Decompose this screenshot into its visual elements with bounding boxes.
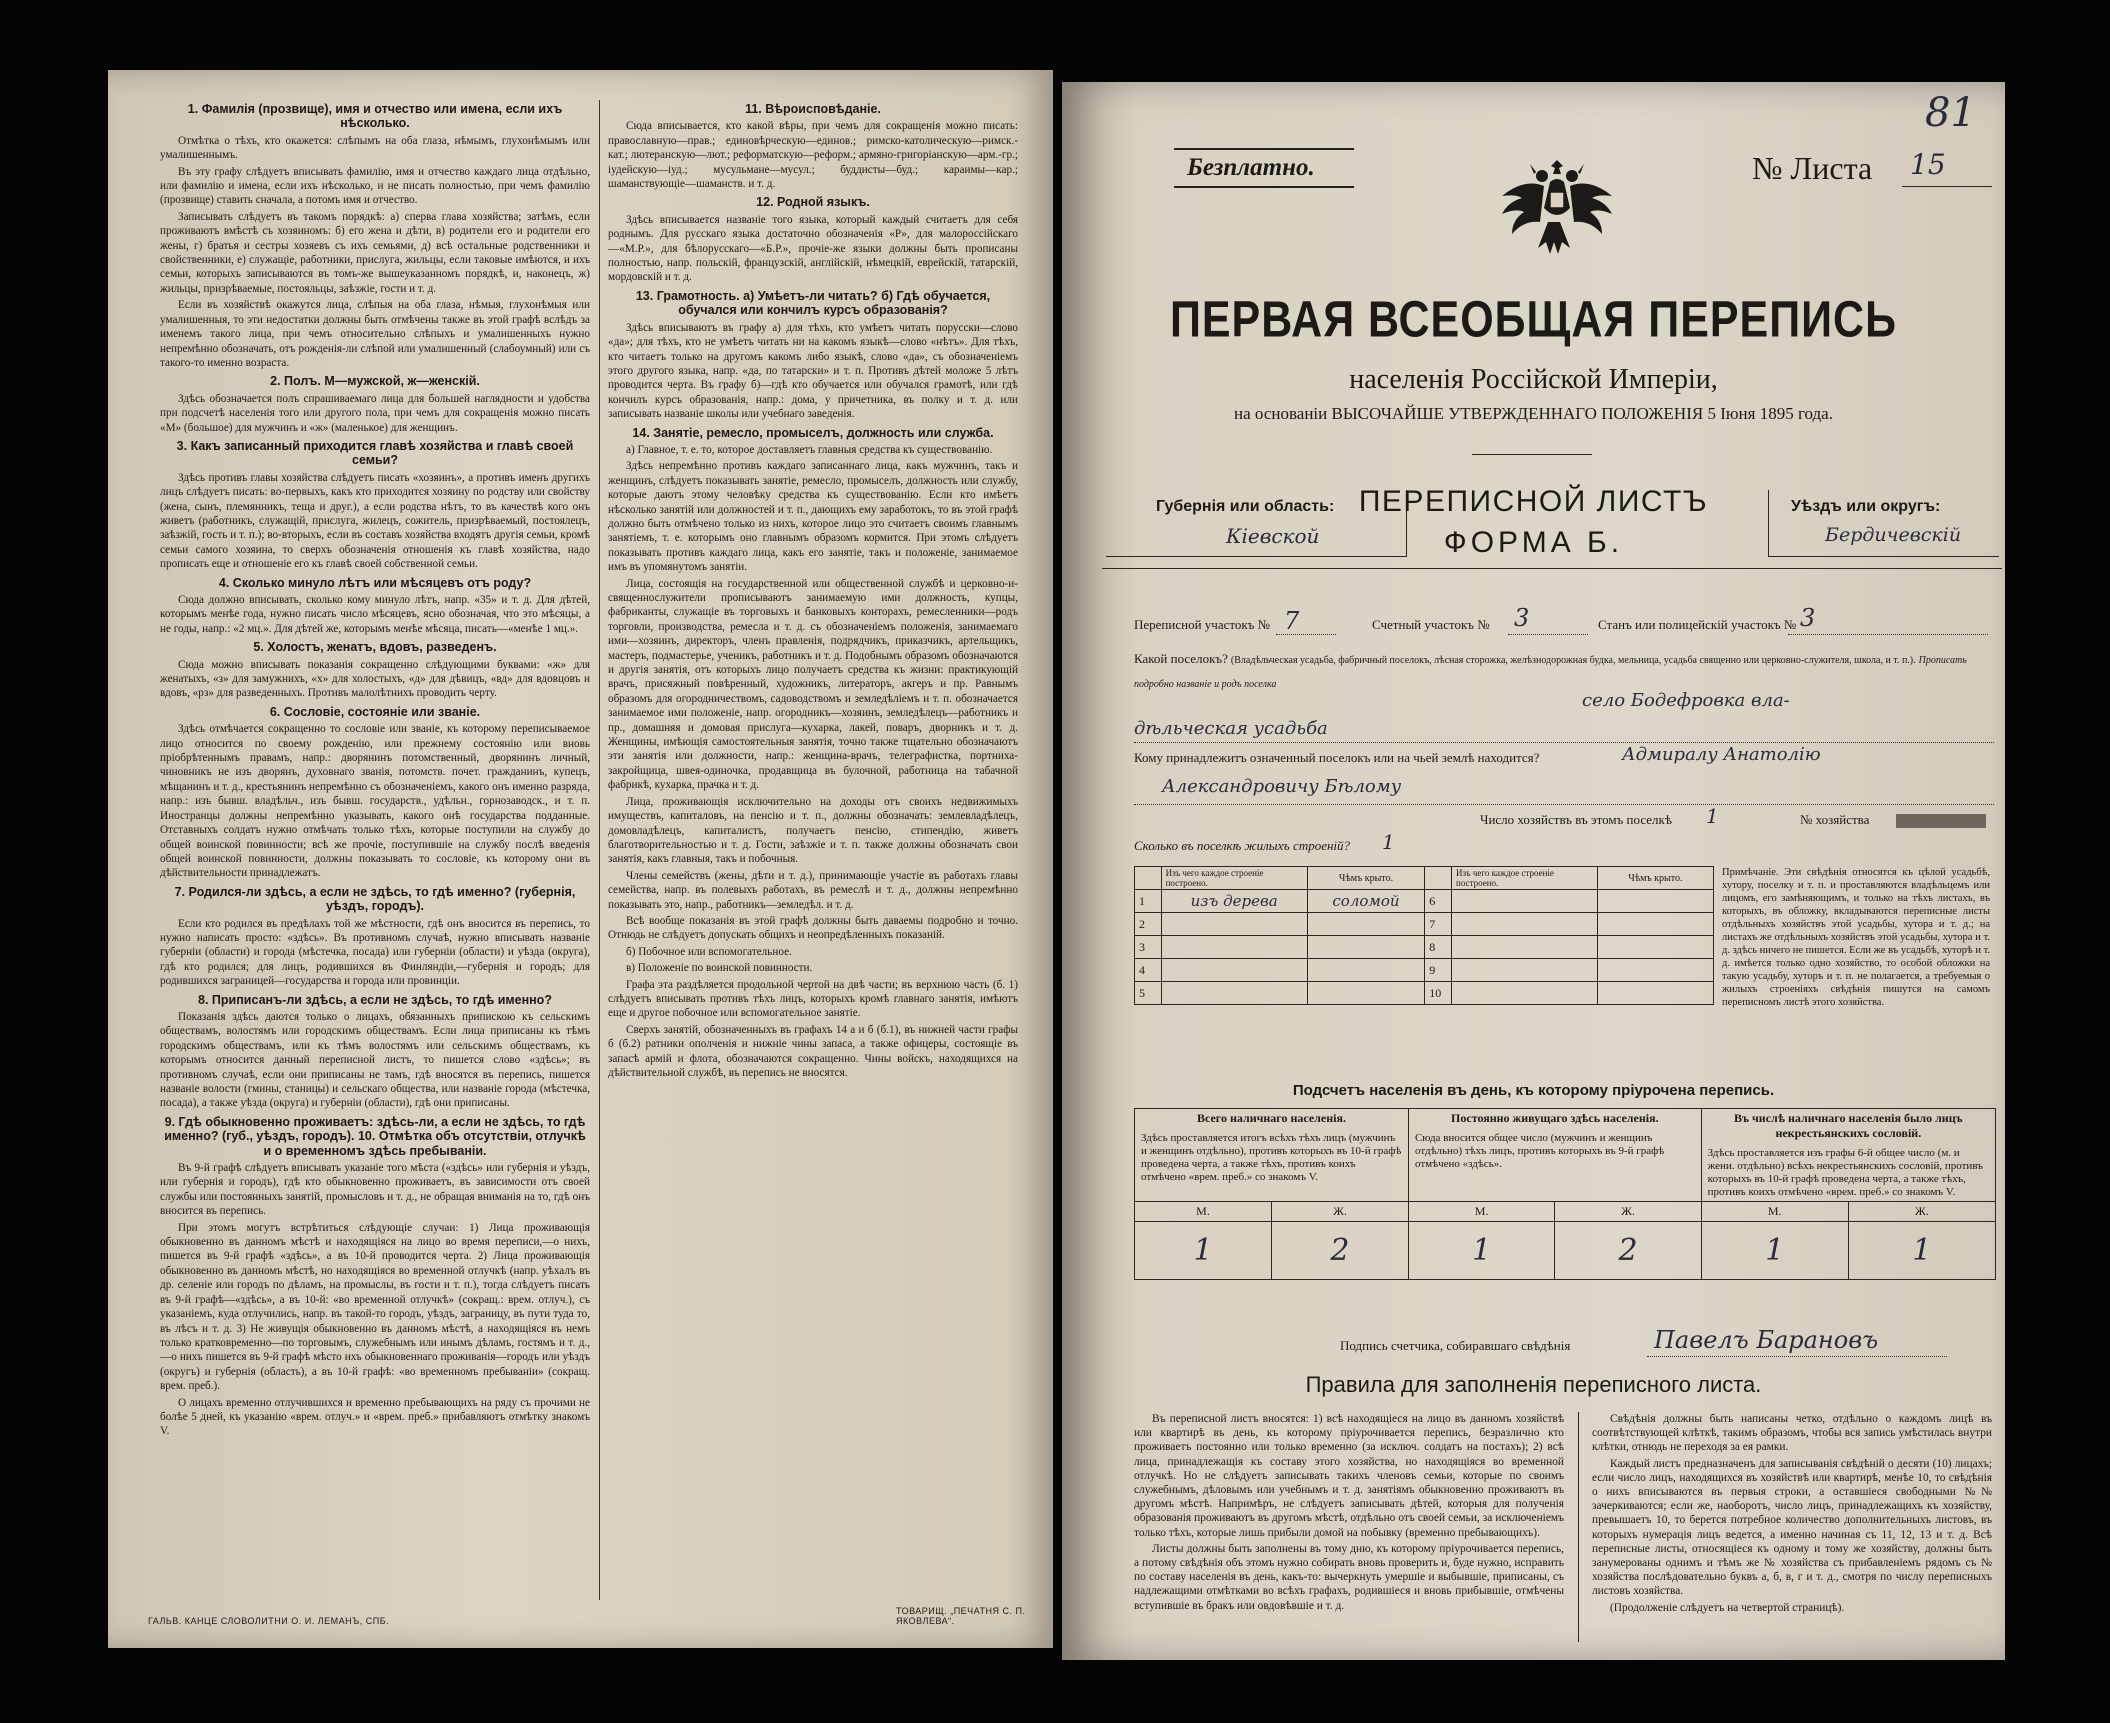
instruction-paragraph: Лица, проживающія исключительно на доходы отъ своихъ недвижимыхъ имуществъ, капиталовъ, на пенсію и т. п., должны обозначать: землевладѣлецъ, домовладѣлецъ, капиталистъ, получаетъ пенсію, стипендію, живетъ благотворительностью и т. д. Гости, заѣзжіе и т. п. также должны обозначать свои занятія, какъ главныя, такъ и побочныя.: [608, 795, 1018, 866]
instruction-paragraph: Показанія здѣсь даются только о лицахъ, обязанныхъ припискою къ сельскимъ обществамъ, волостямъ или городскимъ обществамъ. Если лица приписаны къ тѣмъ городскимъ обществамъ, или къ тѣмъ волостямъ или сельскимъ обществамъ, къ которымъ относится данный переписной листъ, то пишется слово «здѣсь»; въ противномъ случаѣ, если они приписаны не тамъ, гдѣ вносятся въ перепись, пишется названіе волости (гмины, станицы) и сельскаго общества, или названіе города (мѣстечка, посада), а также уѣзда (округа) и губерніи (области), гдѣ они приписаны.: [160, 1010, 590, 1110]
non-peasant-desc: Здѣсь проставляется изъ графы 6-й общее число (м. и жени. отдѣльно) всѣхъ некрестьянскихъ сословій, противъ которыхъ въ 10-й графѣ проведена черта, а также тѣхъ, противъ коихъ отмѣчено «врем. преб.» со знакомъ V.: [1707, 1147, 1983, 1198]
rules-column-right: [1592, 1412, 1992, 1652]
printer-footer-right: ТОВАРИЩ. „ПЕЧАТНЯ С. П. ЯКОВЛЕВА“.: [896, 1606, 1026, 1626]
instruction-heading: 1. Фамилія (прозвище), имя и отчество или имена, если ихъ нѣсколько.: [187, 102, 563, 131]
corner-number: 81: [1925, 90, 1976, 136]
census-title: ПЕРВАЯ ВСЕОБЩАЯ ПЕРЕПИСЬ: [1169, 291, 1898, 349]
non-peasant-title: Въ числѣ наличнаго населенія было лицъ некрестьянскихъ сословій.: [1734, 1111, 1963, 1140]
settlement-value-2: дѣльческая усадьба: [1134, 718, 1328, 739]
built-of-cell: [1161, 982, 1307, 1005]
built-of-cell: [1452, 982, 1598, 1005]
buildings-note: Примѣчаніе. Эти свѣдѣнія относятся къ цѣлой усадьбѣ, хутору, поселку и т. п. и проставляются владѣльцемъ или лицомъ, его замѣняющимъ, и только на тѣхъ листахъ, въ которыхъ, въ обложку, вкладываются переписные листы отдѣльныхъ хозяйствъ этой усадьбы, хутора и т. д.; на листахъ же отдѣльныхъ хозяйствъ этой усадьбы, хутора и т. д. здѣсь ничего не пишется. Если же въ усадьбѣ, хуторѣ и т. д. имѣется только одно хозяйство, то особой обложки на такую усадьбу, хуторъ и т. п. не полагается, а требуемыя о жилыхъ строеніяхъ свѣдѣнія пишутся на самомъ переписномъ листѣ этого хозяйства.: [1722, 867, 1990, 1008]
built-of-cell: [1161, 913, 1307, 936]
instruction-heading: 9. Гдѣ обыкновенно проживаетъ: здѣсь-ли, а если не здѣсь, то гдѣ именно? (губ., уѣздъ, городъ). 10. Отмѣтка объ отсутствіи, отлучкѣ и о временномъ здѣсь пребываніи.: [164, 1114, 586, 1158]
printer-footer-left: ГАЛЬВ. КАНЦЕ СЛОВОЛИТНИ О. И. ЛЕМАНЪ, СПБ.: [148, 1616, 390, 1626]
instruction-heading: 4. Сколько минуло лѣтъ или мѣсяцевъ отъ роду?: [218, 575, 532, 590]
instructions-column-a: [160, 98, 590, 1578]
count-total-male: 1: [1135, 1222, 1272, 1280]
instruction-paragraph: Здѣсь противъ главы хозяйства слѣдуетъ писать «хозяинъ», а противъ именъ другихъ лицъ слѣдуетъ писать: во-первыхъ, какъ кто приходится хозяину по родству или свойству (жена, сынъ, племянникъ, теща и друг.), а если родства нѣтъ, то въ качествѣ кого онъ живетъ (работникъ, служащій, прислуга, жилецъ, сожитель, призрѣваемый, постоялецъ, заѣзжій, гость и т. п.); во-вторыхъ, если въ составъ хозяйства входятъ другія семьи, кромѣ семьи самого хозяина, то сверхъ обозначенія отношенія къ главѣ хозяйства, надо прописать еще и отношеніе его къ главѣ своей собственной семьи.: [160, 471, 590, 571]
double-headed-eagle-icon: [1492, 142, 1622, 272]
built-of-cell: [1161, 959, 1307, 982]
total-population-cell: [1135, 1109, 1409, 1202]
roof-cell: [1307, 936, 1425, 959]
households-value: 1: [1706, 804, 1719, 828]
row-number: 10: [1425, 982, 1452, 1005]
settlement-question: Какой поселокъ?: [1134, 651, 1228, 666]
male-header: М.: [1135, 1202, 1272, 1222]
roof-cell: [1597, 913, 1713, 936]
count-non-peasant-male: 1: [1701, 1222, 1848, 1280]
buildings-value: 1: [1382, 830, 1395, 854]
instruction-paragraph: Сюда должно вписывать, сколько кому минуло лѣтъ, напр. «35» и т. д. Для дѣтей, которымъ менѣе года, нужно писать число мѣсяцевъ, ясно обозначая, что это мѣсяцы, а не годы, напр.: «2 мц.». Для дѣтей же, которымъ менѣе мѣсяца, писать—«менѣе 1 мц.».: [160, 594, 590, 635]
rules-paragraph: Въ переписной листъ вносятся: 1) всѣ находящіеся на лицо въ данномъ хозяйствѣ или квартирѣ въ день, къ которому пріурочивается перепись, безразлично кто проживаетъ постоянно или только временно (за исключ. солдатъ на постахъ); 2) всѣ лица, принадлежащія къ составу этого хозяйства, но находящіяся во временной отлучкѣ. Но не слѣдуетъ записывать такихъ членовъ семьи, которые по своимъ служебнымъ, дѣловымъ или учебнымъ и т. д. занятіямъ обыкновенно проживаютъ въ другомъ мѣстѣ. Напримѣръ, не слѣдуетъ записывать дѣтей, которыя для полученія образованія проживаютъ въ другомъ мѣстѣ, отдѣльно отъ своей семьи, за исключеніемъ только тѣхъ, которые лишь прибыли домой на побывку (временно пребывающихъ).: [1134, 1413, 1564, 1539]
instruction-paragraph: Члены семействъ (жены, дѣти и т. д.), принимающіе участіе въ работахъ главы семейства, напр. въ полевыхъ работахъ, въ ремеслѣ и т. д., должны непремѣнно показывать это, напр., работникъ—земледѣл. и т. д.: [608, 869, 1018, 911]
dotted-line: [1134, 742, 1994, 743]
dotted-line: [1647, 1356, 1947, 1357]
owner-question: Кому принадлежитъ означенный поселокъ или на чьей землѣ находится?: [1134, 750, 1540, 765]
settlement-block: [1134, 648, 1994, 696]
census-district-value: 7: [1284, 607, 1300, 635]
table-row: [1135, 959, 1714, 982]
instruction-heading: 6. Сословіе, состояніе или званіе.: [269, 704, 481, 719]
table-row: [1135, 936, 1714, 959]
title-divider: [1472, 454, 1592, 455]
instruction-paragraph: При этомъ могутъ встрѣтиться слѣдующіе случаи: 1) Лица проживающія обыкновенно въ данномъ мѣстѣ и находящіяся на лицо во время переписи,—о нихъ, пишется въ 9-й графѣ «здѣсь», а въ 10-й проводится черта. 2) Лица проживающія обыкновенно въ данномъ мѣстѣ, но находящіяся во временной отлучкѣ (напр. уѣхалъ въ др. селеніе или городъ по дѣламъ, на промыслы, въ гости и т. п.), тогда слѣдуетъ писать въ 9-й графѣ—«здѣсь», а въ 10-й: «во временной отлучкѣ» (сокращ.: врем. отлуч.), съ указаніемъ, куда отлучились, напр. въ такой-то городъ, уѣздъ, заграницу, въ пути туда то, въ лѣсъ и т. д. 3) Не живущія обыкновенно въ данномъ мѣстѣ, а находящіяся въ немъ только кратковременно—по торговымъ, служебнымъ или инымъ дѣламъ, гостямъ и т. д.,—о нихъ пишется въ 9-й графѣ мѣсто ихъ обыкновеннаго проживанія—городъ или уѣздъ (округъ) и губернія (область), а въ 10-й графѣ: «во временномъ пребываніи» (сокращ. врем. преб.).: [160, 1221, 590, 1393]
resident-population-desc: Сюда вносится общее число (мужчинъ и женщинъ отдѣльно) тѣхъ лицъ, противъ которыхъ въ 9-й графѣ отмѣчено «здѣсь».: [1414, 1132, 1665, 1170]
table-row: [1135, 890, 1714, 913]
table-row: [1135, 913, 1714, 936]
district-box: [1768, 490, 1999, 557]
buildings-label: Сколько въ поселкѣ жилыхъ строеній?: [1134, 838, 1351, 853]
count-total-female: 2: [1271, 1222, 1408, 1280]
male-header: М.: [1408, 1202, 1554, 1222]
instruction-paragraph: Лица, состоящія на государственной или общественной службѣ и церковно-и-священнослужители прописываютъ занимаемую ими должность, купцы, фабриканты, служащіе въ торговыхъ и банковыхъ конторахъ, ремесленники—родъ торговли, производства, ремесла и т. д. съ обозначеніемъ положенія, занимаемаго ими—хозяинъ, директоръ, членъ правленія, подрядчикъ, приказчикъ, артельщикъ, мастеръ, подмастерье, ученикъ, работникъ и т. д. Подобнымъ образомъ обозначаются и другія занятія, отъ которыхъ лицо получаетъ средства къ жизни: практикующій врачъ, присяжный повѣренный, художникъ, литераторъ, акгеръ и пр. Равнымъ образомъ для огородничествомъ, садоводствомъ и земледѣліемъ и т. п. обозначается занимаемое ими положеніе, напр. огородникъ—хозяинъ, земледѣлецъ—работникъ и пр., домашняя и домовая прислуга—кухарка, лакей, поваръ, дворникъ и т. д. Женщины, имѣющія самостоятельныя занятія, точно также тщательно обозначаютъ эти занятія или должности, напр.: женщина-врачъ, телеграфистка, портниха-закройщица, швея-одиночка, продавщица въ булочной, работница на табачной фабрикѣ, кухарка, прачка и т. д.: [608, 577, 1018, 792]
roof-cell: [1597, 936, 1713, 959]
province-value: Кіевской: [1226, 524, 1320, 548]
rules-title: Правила для заполненія переписного листа.: [1305, 1372, 1762, 1397]
instruction-paragraph: Здѣсь вписываютъ въ графу а) для тѣхъ, кто умѣетъ читать порусски—слово «да»; для тѣхъ, кто не умѣетъ читать ни на какомъ языкѣ—слово «нѣтъ». Для тѣхъ, кто читаетъ только на другомъ какомъ либо языкѣ, слово «да», съ обозначеніемъ этого другого языка, напр. «да, по татарски» и т. п. Противъ дѣтей моложе 5 лѣтъ проводится черта. Въ графу б)—гдѣ кто обучается или обучался грамотѣ, или гдѣ кончилъ курсъ образованія, напр.: дома, у причетника, въ полку и т. д. или записывать названіе школы или учебнаго заведенія.: [608, 321, 1018, 421]
female-header: Ж.: [1271, 1202, 1408, 1222]
sheet-number-label: № Листа: [1752, 150, 1873, 186]
instruction-paragraph: Въ эту графу слѣдуетъ вписывать фамилію, имя и отчество каждаго лица отдѣльно, или фамилію и имена, если ихъ нѣсколько, и не писать полностью, при чемъ фамилію (прозвище) ставить сначала, а потомъ имя и отчество.: [160, 165, 590, 207]
built-of-cell: изъ дерева: [1161, 890, 1307, 913]
row-number: 8: [1425, 936, 1452, 959]
roof-cell: [1597, 982, 1713, 1005]
resident-population-title: Постоянно живущаго здѣсь населенія.: [1451, 1111, 1659, 1125]
instruction-paragraph: Если въ хозяйствѣ окажутся лица, слѣпыя на оба глаза, нѣмыя, глухонѣмыя или умалишенныя, то эти недостатки должны быть отмѣчены также въ этой графѣ вслѣдъ за именемъ такого лица, при чемъ относительно слѣпыхъ и умалишенныхъ нужно непремѣнно обозначать, отъ рожденія-ли слѣпой или умалишенный (слабоумный) или съ такого-то именно возраста.: [160, 299, 590, 369]
instruction-heading: 11. Вѣроисповѣданіе.: [745, 102, 881, 116]
instruction-paragraph: б) Побочное или вспомогательное.: [626, 945, 792, 958]
counting-district-label: Счетный участокъ №: [1372, 617, 1490, 632]
household-no-redacted: [1896, 814, 1986, 828]
instruction-heading: 13. Грамотность. а) Умѣетъ-ли читать? б) Гдѣ обучается, обучался или кончилъ курсъ образованія?: [635, 288, 991, 318]
police-district-value: 3: [1800, 604, 1816, 632]
total-population-title: Всего наличнаго населенія.: [1197, 1111, 1346, 1125]
non-peasant-cell: [1701, 1109, 1995, 1202]
row-number: 6: [1425, 890, 1452, 913]
column-divider: [599, 100, 600, 1600]
instruction-heading: 5. Холостъ, женатъ, вдовъ, разведенъ.: [253, 640, 497, 655]
col-built-header: Изъ чего каждое строеніе построено.: [1161, 867, 1307, 890]
instruction-heading: 8. Приписанъ-ли здѣсь, а если не здѣсь, то гдѣ именно?: [198, 992, 552, 1007]
settlement-value-1: село Бодефровка вла-: [1582, 690, 1790, 711]
signature-label: Подпись счетчика, собиравшаго свѣдѣнія: [1340, 1338, 1571, 1353]
built-of-cell: [1452, 936, 1598, 959]
census-subtitle: населенія Россійской Имперіи,: [1349, 364, 1718, 395]
population-table: [1134, 1108, 1996, 1280]
instruction-paragraph: Если кто родился въ предѣлахъ той же мѣстности, гдѣ онъ вносится въ перепись, то нужно написать просто: «здѣсь». Въ противномъ случаѣ, нужно вписывать названіе губерніи (области) и города (мѣстечка, посада) или губерніи (области) и уѣзда (округа), гдѣ кто родился; для лицъ, родившихся въ Финляндіи,—губернія и городъ; для родившихся заграницей—государства и города или провинціи.: [160, 917, 590, 988]
dotted-line: [1134, 804, 1994, 805]
dotted-line: [1788, 634, 1988, 635]
row-number: 7: [1425, 913, 1452, 936]
col-roof-header: Чѣмъ крыто.: [1307, 867, 1425, 890]
free-label: Безплатно.: [1187, 154, 1315, 181]
rules-column-left: [1134, 1412, 1564, 1652]
built-of-cell: [1452, 890, 1598, 913]
header-rule: [1102, 568, 2002, 569]
district-label: Уѣздъ или округъ:: [1791, 498, 1941, 515]
buildings-table: [1134, 866, 1714, 1005]
roof-cell: [1307, 982, 1425, 1005]
counting-district-value: 3: [1514, 604, 1530, 632]
male-header: М.: [1701, 1202, 1848, 1222]
row-number: 3: [1135, 936, 1162, 959]
resident-population-cell: [1408, 1109, 1701, 1202]
district-value: Бердичевскій: [1825, 524, 1962, 546]
total-population-desc: Здѣсь проставляется итогъ всѣхъ тѣхъ лицъ (мужчинъ и женщинъ отдѣльно), противъ которыхъ въ 10-й графѣ проведена черта, а также тѣхъ, противъ коихъ отмѣчено «врем. преб.» со знакомъ V.: [1141, 1132, 1402, 1183]
col-built-header-2: Изъ чего каждое строеніе построено.: [1452, 867, 1598, 890]
instruction-paragraph: Записывать слѣдуетъ въ такомъ порядкѣ: а) сперва глава хозяйства; затѣмъ, если проживаютъ вмѣстѣ съ хозяиномъ: б) его жена и дѣти, в) родители его и родители его жены, г) братья и сестры хозяевъ съ ихъ семьями, д) всѣ остальные родственники и свойственники, е) служащіе, работники, прислуга, жильцы, если таковые имѣются, и ихъ семьи, которыхъ записываются въ томъ-же вышеуказанномъ порядкѣ, и, наконецъ, ж) жильцы, призрѣваемые, постояльцы, заѣзжіе, гости и т. д.: [160, 210, 590, 295]
instruction-paragraph: Сверхъ занятій, обозначенныхъ въ графахъ 14 а и б (б.1), въ нижней части графы б (б.2) ратники ополченія и нижніе чины запаса, а также офицеры, состоящіе въ запасѣ армій и флота, обозначаются сокращенно. Чины войскъ, находящихся на дѣйствительной службѣ, въ перепись не вносятся.: [608, 1023, 1018, 1079]
dotted-line: [1276, 634, 1336, 635]
households-label: Число хозяйствъ въ этомъ поселкѣ: [1480, 812, 1672, 827]
instructions-column-b: [608, 98, 1018, 1578]
instruction-paragraph: Здѣсь отмѣчается сокращенно то сословіе или званіе, къ которому переписываемое лицо относится по своему рожденію, или прежнему состоянію или вновь пріобрѣтеннымъ правамъ, напр.: дворянинъ потомственный, дворянинъ личный, чиновникъ не изъ дворянъ, духовнаго званія, потомств. почет. гражданинъ, купецъ, мѣщанинъ и т. д., крестьянинъ непремѣнно съ обозначеніемъ, какого онъ именно разряда, напр.: изъ бывш. владѣльч., изъ бывш. государств., удѣльн., горнозаводск., и т. п. Иностранцы должны непремѣнно указывать, какого онѣ государства подданные. Отставныхъ солдатъ нужно отмѣчать только тѣхъ, которые поступили на службу до общей воинской повинности; всѣ же прочіе, поступившіе на службу послѣ введенія общей воинской повинности, должны показывать то сословіе, къ которому они въ дѣйствительности принадлежатъ.: [160, 723, 590, 880]
instruction-heading: 12. Родной языкъ.: [756, 195, 870, 210]
dotted-line: [1508, 634, 1588, 635]
instruction-paragraph: О лицахъ временно отлучившихся и временно пребывающихъ на ряду съ прочими не болѣе 5 дней, къ указанію «врем. отлуч.» и «врем. преб.» прибавляютъ отмѣтку знакомъ V.: [160, 1396, 590, 1438]
table-cell: [1135, 867, 1162, 890]
col-roof-header-2: Чѣмъ крыто.: [1597, 867, 1713, 890]
household-no-label: № хозяйства: [1800, 812, 1870, 827]
instruction-heading: 7. Родился-ли здѣсь, а если не здѣсь, то гдѣ именно? (губернія, уѣздъ, городъ).: [174, 884, 576, 914]
province-label: Губернія или область:: [1156, 498, 1335, 515]
count-resident-female: 2: [1555, 1222, 1701, 1280]
instruction-paragraph: Всѣ вообще показанія въ этой графѣ должны быть даваемы подробно и точно. Отнюдь не слѣдуетъ допускать общихъ и неопредѣленныхъ показаній.: [608, 914, 1018, 942]
settlement-hint-2: Прописать подробно названіе и родъ поселка: [1134, 655, 1967, 690]
row-number: 1: [1135, 890, 1162, 913]
instruction-paragraph: Графа эта раздѣляется продольной чертой на двѣ части; въ верхнюю часть (б. 1) слѣдуетъ вписывать противъ тѣхъ лицъ, которыхъ кромѣ главнаго занятія, имѣютъ еще и другое побочное или вспомогательное занятіе.: [608, 978, 1018, 1020]
instruction-heading: 2. Полъ. М—мужской, ж—женскій.: [270, 374, 480, 389]
count-non-peasant-female: 1: [1848, 1222, 1995, 1280]
sheet-number-underline: [1902, 186, 1992, 187]
roof-cell: [1307, 913, 1425, 936]
instruction-paragraph: Здѣсь обозначается полъ спрашиваемаго лица для большей наглядности и удобства при подсчетѣ населенія того или другого пола, при чемъ для сокращенія можно писать «М» (большое) для мужчинъ и «ж» (маленькое) для женщинъ.: [160, 392, 590, 434]
instruction-paragraph: в) Положеніе по воинской повинности.: [626, 962, 813, 975]
census-decree: на основаніи ВЫСОЧАЙШЕ УТВЕРЖДЕННАГО ПОЛОЖЕНІЯ 5 Іюня 1895 года.: [1234, 404, 1833, 423]
built-of-cell: [1161, 936, 1307, 959]
sheet-number-value: 15: [1910, 148, 1946, 181]
roof-cell: [1597, 959, 1713, 982]
table-row: [1135, 982, 1714, 1005]
row-number: 9: [1425, 959, 1452, 982]
roof-cell: [1597, 890, 1713, 913]
instruction-paragraph: Въ 9-й графѣ слѣдуетъ вписывать указаніе того мѣста («здѣсь» или губернія и уѣздъ, или губернія и городъ), гдѣ кто обыкновенно проживаетъ, въ зависимости отъ своей службы или постоянныхъ занятій, промысловъ и т. д., не обращая вниманія на то, гдѣ онъ вносится въ перепись.: [160, 1162, 590, 1218]
owner-value-2: Александровичу Бѣлому: [1162, 776, 1402, 797]
census-district-label: Переписной участокъ №: [1134, 617, 1271, 632]
instruction-paragraph: Сюда вписывается, кто какой вѣры, при чемъ для сокращенія можно писать: православную—прав.; единовѣрческую—единов.; римско-католическую—римск.-кат.; лютеранскую—лют.; реформатскую—реформ.; армяно-григоріанскую—арм.-гр.; іудейскую—iуд.; мусульмане—мусул.; буддисты—буд.; караимы—кар.; шаманствующіе—шаманств. и т. д.: [608, 120, 1018, 191]
built-of-cell: [1452, 913, 1598, 936]
rules-paragraph: Каждый листъ предназначенъ для записыванія свѣдѣній о десяти (10) лицахъ; если число лицъ, находящихся въ хозяйствѣ или квартирѣ, менѣе 10, то свѣдѣнія о нихъ вписываются въ первыя строки, а оставшіеся свободными №№ зачеркиваются; если же, наоборотъ, число лицъ, принадлежащихъ къ хозяйству, превышаетъ 10, то берется потребное количество дополнительныхъ листовъ, въ которыхъ нумерація лицъ ведется, а именно начиная съ 11, 12, 13 и т. д. Всѣ переписные листы, относящіеся къ одному и тому же хозяйству, должны быть занумерованы однимъ и тѣмъ же № хозяйства съ прибавленіемъ рядомъ съ № хозяйства послѣдовательно буквъ а, б, в, г и т. д., смотря по числу переписныхъ листовъ хозяйства.: [1592, 1457, 1992, 1598]
buildings-table-body: [1135, 890, 1714, 1005]
form-title: ФОРМА Б.: [1443, 526, 1624, 559]
left-page: [108, 70, 1053, 1648]
rules-divider: [1578, 1412, 1579, 1642]
instruction-paragraph: Отмѣтка о тѣхъ, кто окажется: слѣпымъ на оба глаза, нѣмымъ, глухонѣмымъ или умалишеннымъ.: [160, 134, 590, 162]
row-number: 2: [1135, 913, 1162, 936]
population-heading: Подсчетъ населенія въ день, къ которому пріурочена перепись.: [1292, 1082, 1775, 1099]
roof-cell: соломой: [1307, 890, 1425, 913]
built-of-cell: [1452, 959, 1598, 982]
instruction-paragraph: Сюда можно вписывать показанія сокращенно слѣдующими буквами: «ж» для женатыхъ, «з» для замужнихъ, «х» для холостыхъ, «д» для дѣвицъ, «вд» для вдовцовъ и вдовъ, «рз» для разведенныхъ. Противъ малолѣтнихъ проводить черту.: [160, 658, 590, 700]
count-resident-male: 1: [1408, 1222, 1554, 1280]
rules-paragraph: (Продолженіе слѣдуетъ на четвертой страницѣ).: [1610, 1601, 1845, 1614]
instruction-paragraph: Здѣсь вписывается названіе того языка, который каждый считаетъ для себя роднымъ. Для русскаго языка достаточно обозначенія «Р», для малороссійскаго—«М.Р.», для бѣлорусскаго—«Б.Р.», прочіе-же языки должны быть прописаны полностью, напр. польскій, французскій, англійскій, нѣмецкій, еврейскій, татарскій, мордовскій и т. д.: [608, 213, 1018, 284]
rules-paragraph: Листы должны быть заполнены въ тому дню, къ которому пріурочивается перепись, а потому свѣдѣнія объ этомъ нужно собирать вновь проверить и, буде нужно, исправить по составу населенія въ день, какъ-то: вычеркнуть умершіе и выбывшіе, приписаны, съ надлежащими отмѣтками во всѣхъ графахъ, родившіеся и вновь прибывшіе, отмѣчены вступившіе въ бракъ или овдовѣвшіе и т. д.: [1134, 1542, 1564, 1612]
instruction-heading: 3. Какъ записанный приходится главѣ хозяйства и главѣ своей семьи?: [176, 438, 574, 468]
rules-paragraph: Свѣдѣнія должны быть написаны четко, отдѣльно о каждомъ лицѣ въ соотвѣтствующей клѣткѣ, такимъ образомъ, чтобы вся запись умѣстилась внутри клѣтки, отнюдь не переходя за ея рамки.: [1592, 1413, 1992, 1454]
row-number: 4: [1135, 959, 1162, 982]
census-list-title: ПЕРЕПИСНОЙ ЛИСТЪ: [1358, 485, 1709, 518]
police-district-label: Станъ или полицейскій участокъ №: [1598, 617, 1797, 632]
table-cell: [1425, 867, 1452, 890]
settlement-hint: (Владѣльческая усадьба, фабричный поселокъ, лѣсная сторожка, желѣзнодорожная будка, мельница, усадьба священно или церковно-служителя, школа, и т. п.).: [1230, 655, 1916, 666]
signature-value: Павелъ Барановъ: [1654, 1326, 1879, 1354]
owner-value-1: Адмиралу Анатолію: [1622, 744, 1821, 765]
female-header: Ж.: [1848, 1202, 1995, 1222]
roof-cell: [1307, 959, 1425, 982]
instruction-paragraph: Здѣсь непремѣнно противъ каждаго записаннаго лица, какъ мужчинъ, такъ и женщинъ, слѣдуетъ показывать занятіе, ремесло, промыселъ, должность или службу, которые даютъ этому человѣку средства къ существованію. Если кто имѣетъ нѣсколько занятій или должностей и т. п., дающихъ ему заработокъ, то въ этой графѣ должно быть отмѣчено только из нихъ, которое лицо это считаетъ своимъ главнымъ занятіемъ, т. е. которымъ оно главнымъ образомъ кормится. При этомъ слѣдуетъ показывать противъ каждаго лица, какъ его занятіе, такъ и положеніе, занимаемое имъ въ упомянутомъ занятіи.: [608, 460, 1018, 574]
row-number: 5: [1135, 982, 1162, 1005]
right-page: [1062, 82, 2005, 1660]
female-header: Ж.: [1555, 1202, 1701, 1222]
instruction-heading: 14. Занятіе, ремесло, промыселъ, должность или служба.: [632, 425, 994, 440]
instruction-paragraph: а) Главное, т. е. то, которое доставляетъ главныя средства къ существованію.: [626, 443, 993, 456]
